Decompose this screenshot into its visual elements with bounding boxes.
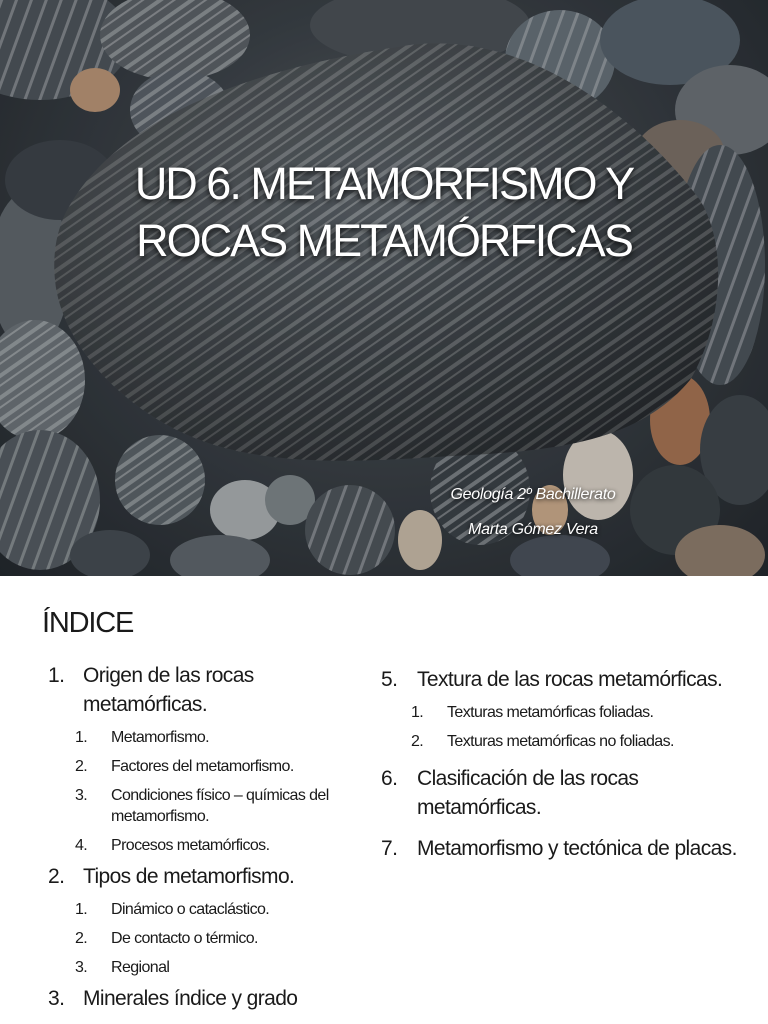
index-left-column: [48, 661, 378, 1013]
index-subitem-label: De contacto o térmico.: [111, 930, 258, 947]
index-subitem-number: 1.: [75, 901, 88, 918]
index-subitem-number: 2.: [75, 758, 88, 775]
index-subitem: [75, 899, 378, 920]
index-item-number: 7.: [381, 837, 398, 860]
index-item-label: Metamorfismo y tectónica de placas.: [417, 837, 737, 860]
index-subitem-label: Dinámico o cataclástico.: [111, 901, 270, 918]
index-subitem-number: 1.: [75, 729, 88, 746]
index-item-label: Minerales índice y grado: [83, 987, 298, 1010]
index-subitem-label: Factores del metamorfismo.: [111, 758, 294, 775]
index-subitem: [411, 731, 751, 752]
index-subitem: [75, 756, 378, 777]
index-item-label: Tipos de metamorfismo.: [83, 865, 295, 888]
author-subtitle: Marta Gómez Vera: [468, 521, 598, 538]
index-subitem-label: Procesos metamórficos.: [111, 837, 270, 854]
index-item-label: Clasificación de las rocas metamórficas.: [417, 767, 639, 819]
index-slide: [0, 576, 768, 1024]
index-subitem-number: 3.: [75, 959, 88, 976]
index-subitem-number: 3.: [75, 787, 88, 804]
index-subitem-label: Condiciones físico – químicas del metamorfismo.: [111, 787, 329, 825]
index-subitem: [75, 835, 378, 856]
index-subitem: [75, 785, 378, 827]
index-item-number: 1.: [48, 664, 65, 687]
index-item-number: 3.: [48, 987, 65, 1010]
index-subitem-number: 1.: [411, 704, 424, 721]
index-right-column: [381, 665, 751, 863]
index-subitem-number: 2.: [411, 733, 424, 750]
index-item: [381, 665, 751, 694]
index-item-label: Origen de las rocas metamórficas.: [83, 664, 254, 716]
cover-title-line-1: UD 6. METAMORFISMO Y: [134, 158, 634, 209]
index-item-number: 2.: [48, 865, 65, 888]
index-item-number: 6.: [381, 767, 398, 790]
index-item: [381, 764, 751, 822]
index-subitem-number: 4.: [75, 837, 88, 854]
index-subitem-label: Metamorfismo.: [111, 729, 209, 746]
index-subitem: [75, 957, 378, 978]
index-item-number: 5.: [381, 668, 398, 691]
index-subitem-number: 2.: [75, 930, 88, 947]
index-item: [48, 661, 378, 719]
index-subitem-label: Regional: [111, 959, 170, 976]
cover-title-line-2: ROCAS METAMÓRFICAS: [136, 215, 632, 266]
index-item-label: Textura de las rocas metamórficas.: [417, 668, 723, 691]
index-subitem: [411, 702, 751, 723]
index-subitem-label: Texturas metamórficas foliadas.: [447, 704, 654, 721]
index-item: [48, 984, 378, 1013]
index-heading: ÍNDICE: [42, 607, 134, 639]
course-subtitle: Geología 2º Bachillerato: [450, 486, 616, 503]
index-subitem-label: Texturas metamórficas no foliadas.: [447, 733, 674, 750]
index-subitem: [75, 928, 378, 949]
index-item: [48, 862, 378, 891]
index-subitem: [75, 727, 378, 748]
index-item: [381, 834, 751, 863]
cover-title: [0, 155, 768, 269]
